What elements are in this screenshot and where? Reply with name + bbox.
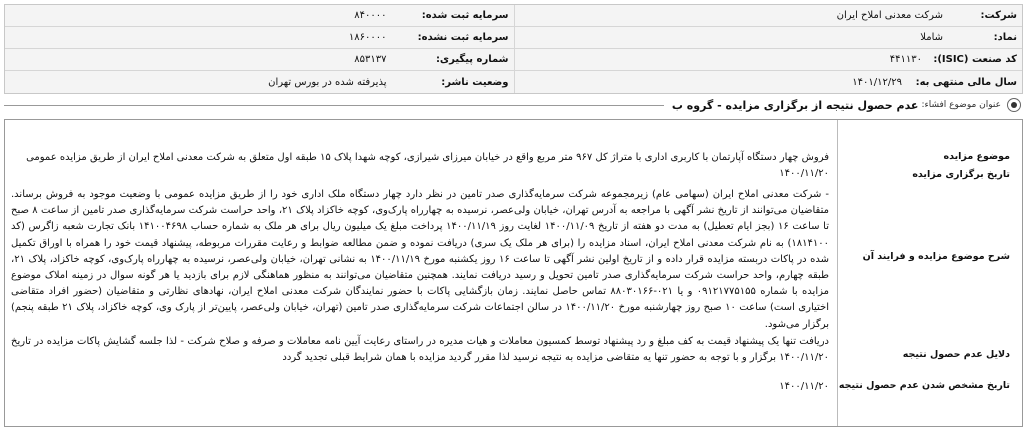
failure-reason-value: دریافت تنها یک پیشنهاد قیمت به کف مبلغ و رد پیشنهاد توسط کمسیون معاملات و هیات مدیره در راستای رعایت آیین نامه معاملات و صرفه و صلاح شرکت - لذا جلسه گشایش پاکات مزایده در تاریخ ۱۴۰۰/۱۱/۲۰ برگزار و با توجه به حضور تنها یه متقاضی مزایده به نتیجه نرسید لذا مقرر گردید مزایده با همان شرایط قبلی تجدید گردد: [11, 336, 829, 364]
fiscal-year-value: ۱۴۰۱/۱۲/۲۹: [852, 76, 902, 88]
auction-date-label: تاریخ برگزاری مزایده: [912, 169, 1010, 180]
disclosure-title: [4, 95, 1021, 115]
title-text: عدم حصول نتیجه از برگزاری مزایده - گروه ب: [671, 98, 919, 112]
publisher-status-label: وضعیت ناشر:: [441, 76, 509, 88]
result-date-value: ۱۴۰۰/۱۱/۲۰: [779, 381, 829, 392]
unregistered-capital-value: ۱۸۶۰۰۰۰: [348, 32, 387, 43]
tracking-number-value: ۸۵۳۱۳۷: [354, 54, 387, 65]
title-prefix: عنوان موضوع افشاء:: [921, 100, 1001, 110]
fiscal-year-label: سال مالی منتهی به:: [915, 76, 1017, 88]
subject-value: فروش چهار دستگاه آپارتمان با کاربری اداری با متراژ کل ۹۶۷ متر مربع واقع در خیابان میرزای شیرازی، کوچه شهدا پلاک ۱۵ طبقه اول متعلق به شرکت معدنی املاح ایران از طریق مزایده عمومی: [26, 152, 829, 163]
auction-details: [4, 119, 1023, 427]
info-row: [5, 71, 1022, 93]
info-row: [5, 27, 1022, 49]
process-label: شرح موضوع مزایده و فرایند آن: [862, 251, 1010, 262]
isic-label: کد صنعت (ISIC):: [933, 54, 1017, 65]
info-row: [5, 49, 1022, 71]
info-row: [5, 5, 1022, 27]
process-value: - شرکت معدنی املاح ایران (سهامی عام) زیرمجموعه شرکت سرمایه‌گذاری صدر تامین در نظر دارد چهار دستگاه ملک اداری خود را از طریق مزایده عمومی با وضعیت موجود به فروش برساند. متقاضیان می‌توانند از تاریخ نشر آگهی با مراجعه به آدرس تهران، خیابان ولی‌عصر، نرسیده به چهارراه پارک‌وی، کوچه خاکزاد پلاک ۲۱، واحد حراست شرکت سرمایه‌گذاری صدر تامین از ساعت ۸ صبح تا ساعت ۱۶ (بجز ایام تعطیل) به مدت دو هفته از تاریخ ۱۴۰۰/۱۱/۰۹ لغایت روز ۱۴۰۰/۱۱/۱۹ پرداخت مبلغ یک میلیون ریال برای هر ملک به شماره حساب ۱۴۱۰۰۴۶۹۸ بانک تجارت شعبه زاگرس (کد ۱۸۱۴۱۰۰) به نام شرکت معدنی املاح ایران، اسناد مزایده را (برای هر ملک یک سری) دریافت نموده و ضمن مطالعه ضوابط و رعایت مقررات مربوطه، پیشنهاد قیمت خود را همراه با اوراق تکمیل شده در پاکات دربسته مزایده قرار داده و از تاریخ اولین نشر آگهی تا ساعت ۱۶ روز یکشنبه مورخ ۱۴۰۰/۱۱/۱۹ به نشانی تهران، خیابان ولی‌عصر، نرسیده به چهارراه پارک‌وی، کوچه خاکزاد، پلاک ۲۱، طبقه چهارم، واحد حراست شرکت سرمایه‌گذاری صدر تامین تحویل و رسید دریافت نمایند. همچنین متقاضیان می‌توانند به منظور هماهنگی لازم برای بازدید یا هر گونه سوال در زمینه املاک موضوع مزایده با شماره ۰۹۱۲۱۷۷۵۱۵۵ و یا ۰۲۱-۸۸۰۳۰۱۶۶ تماس حاصل نمایند. زمان بازگشایی پاکات با حضور نمایندگان شرکت معدنی املاح ایران، نهادهای نظارتی و متقاضیان (حضور افراد متقاضی اختیاری است) ساعت ۱۰ صبح روز چهارشنبه مورخ ۱۴۰۰/۱۱/۲۰ در سالن اجتماعات شرکت سرمایه‌گذاری صدر تامین (تهران، خیابان ولی‌عصر، پایین‌تر از پارک وی، کوچه خاکزاد، پلاک ۲۱ طبقه پنجم) برگزار می‌شود.: [11, 189, 829, 330]
company-label: شرکت:: [980, 10, 1017, 21]
auction-date-value: ۱۴۰۰/۱۱/۲۰: [779, 168, 829, 179]
registered-capital-value: ۸۴۰۰۰۰: [354, 10, 387, 21]
company-value: شرکت معدنی املاح ایران: [836, 10, 943, 21]
publisher-status-value: پذیرفته شده در بورس تهران: [268, 76, 387, 88]
isic-value: ۴۴۱۱۳۰: [889, 54, 922, 65]
failure-reason-label: دلایل عدم حصول نتیجه: [902, 349, 1010, 360]
details-text-column: [11, 120, 829, 426]
company-info-table: [4, 4, 1023, 94]
registered-capital-label: سرمایه ثبت شده:: [421, 10, 509, 21]
symbol-label: نماد:: [993, 32, 1017, 43]
symbol-value: شاملا: [920, 32, 943, 43]
details-label-column: [837, 120, 1022, 426]
title-divider: [4, 105, 664, 106]
subject-label: موضوع مزایده: [943, 151, 1010, 162]
bullet-icon: [1007, 98, 1021, 112]
result-date-label: تاریخ مشخص شدن عدم حصول نتیجه: [838, 380, 1010, 391]
unregistered-capital-label: سرمایه ثبت نشده:: [417, 32, 509, 43]
tracking-number-label: شماره پیگیری:: [435, 54, 509, 65]
